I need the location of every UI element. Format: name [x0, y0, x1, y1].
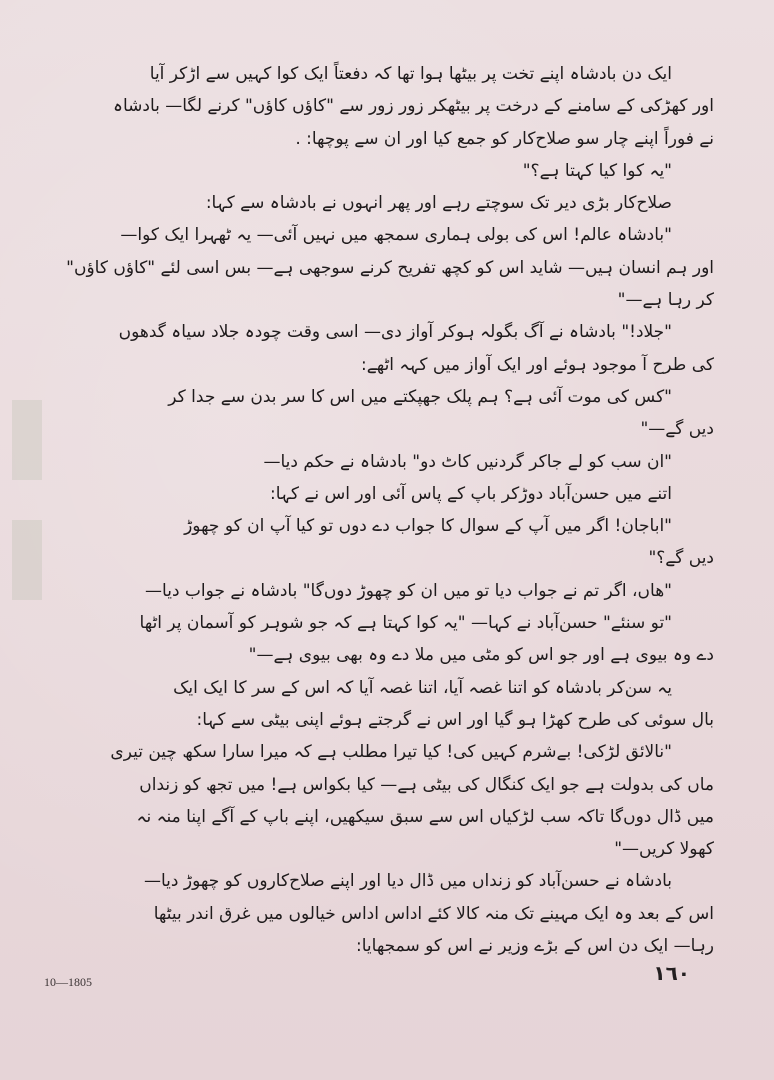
text-line: اس کے بعد وہ ایک مہینے تک منہ کالا کئے اداس اداس خیالوں میں غرق اندر بیٹھا [153, 903, 714, 924]
text-line: دے وہ بیوی ہے اور جو اس کو مٹی میں ملا دے وہ بھی بیوی ہے—" [248, 645, 714, 666]
text-line: ماں کی بدولت ہے جو ایک کنگال کی بیٹی ہے— کیا بکواس ہے! میں تجھ کو زنداں [139, 774, 714, 795]
text-line: "نالائق لڑکی! بےشرم کہیں کی! کیا تیرا مطلب ہے کہ میرا سارا سکھ چین تیری [110, 742, 672, 763]
page-number: ١٦٠ [653, 961, 690, 985]
text-line: "اباجان! اگر میں آپ کے سوال کا جواب دے دوں تو کیا آپ ان کو چھوڑ [184, 516, 672, 537]
text-line: "یہ کوا کیا کہتا ہے؟" [522, 160, 672, 181]
body-text [50, 58, 714, 962]
text-line: دیں گے؟" [648, 548, 714, 569]
text-line: ایک دن بادشاہ اپنے تخت پر بیٹھا ہوا تھا کہ دفعتاً ایک کوا کہیں سے اڑکر آیا [149, 64, 672, 84]
text-line: کر رہا ہے—" [617, 290, 714, 311]
text-line: بال سوئی کی طرح کھڑا ہو گیا اور اس نے گرجتے ہوئے اپنی بیٹی سے کہا: [196, 709, 714, 730]
text-line: میں ڈال دوں‌گا تاکہ سب لڑکیاں اس سے سبق سیکھیں، اپنے باپ کے آگے اپنا منہ نہ [136, 806, 714, 827]
text-line: "ھاں، اگر تم نے جواب دیا تو میں ان کو چھوڑ دوں‌گا" بادشاہ نے جواب دیا— [145, 580, 672, 601]
text-line: اور ہم انسان ہیں— شاید اس کو کچھ تفریح کرنے سوجھی ہے— بس اسی لئے "کاؤں کاؤں" [66, 257, 714, 278]
text-line: "جلاد!" بادشاہ نے آگ بگولہ ہوکر آواز دی— اسی وقت چودہ جلاد سیاہ گدھوں [118, 322, 672, 343]
text-line: کی طرح آ موجود ہوئے اور ایک آواز میں کہہ اٹھے: [361, 354, 714, 375]
page-stain [12, 520, 42, 600]
text-line: صلاح‌کار بڑی دیر تک سوچتے رہے اور پھر انہوں نے بادشاہ سے کہا: [205, 193, 672, 214]
text-line: اور کھڑکی کے سامنے کے درخت پر بیٹھکر زور زور سے "کاؤں کاؤں" کرنے لگا— بادشاہ [112, 96, 714, 117]
text-line: "کس کی موت آئی ہے؟ ہم پلک جھپکتے میں اس کا سر بدن سے جدا کر [168, 386, 672, 407]
text-line: اتنے میں حسن‌آباد دوڑکر باپ کے پاس آئی اور اس نے کہا: [270, 483, 672, 504]
text-line: نے فوراً اپنے چار سو صلاح‌کار کو جمع کیا اور ان سے پوچھا: . [295, 128, 714, 149]
text-line: بادشاہ نے حسن‌آباد کو زنداں میں ڈال دیا اور اپنے صلاح‌کاروں کو چھوڑ دیا— [144, 871, 672, 892]
text-line: رہا— ایک دن اس کے بڑے وزیر نے اس کو سمجھایا: [356, 936, 714, 957]
text-line: "بادشاہ عالم! اس کی بولی ہماری سمجھ میں نہیں آئی— یہ ٹھہرا ایک کوا— [120, 225, 672, 246]
text-line: "تو سنئے" حسن‌آباد نے کہا— "یہ کوا کہتا ہے کہ جو شوہر کو آسمان پر اٹھا [139, 613, 672, 634]
text-line: "ان سب کو لے جاکر گردنیں کاٹ دو" بادشاہ نے حکم دیا— [263, 451, 672, 472]
text-line: دیں گے—" [640, 419, 714, 440]
text-line: یہ سن‌کر بادشاہ کو اتنا غصہ آیا، اتنا غصہ آیا کہ اس کے سر کا ایک ایک [173, 677, 672, 698]
text-line: کھولا کریں—" [614, 839, 714, 860]
print-code: 10—1805 [44, 975, 92, 989]
page-stain [12, 400, 42, 480]
